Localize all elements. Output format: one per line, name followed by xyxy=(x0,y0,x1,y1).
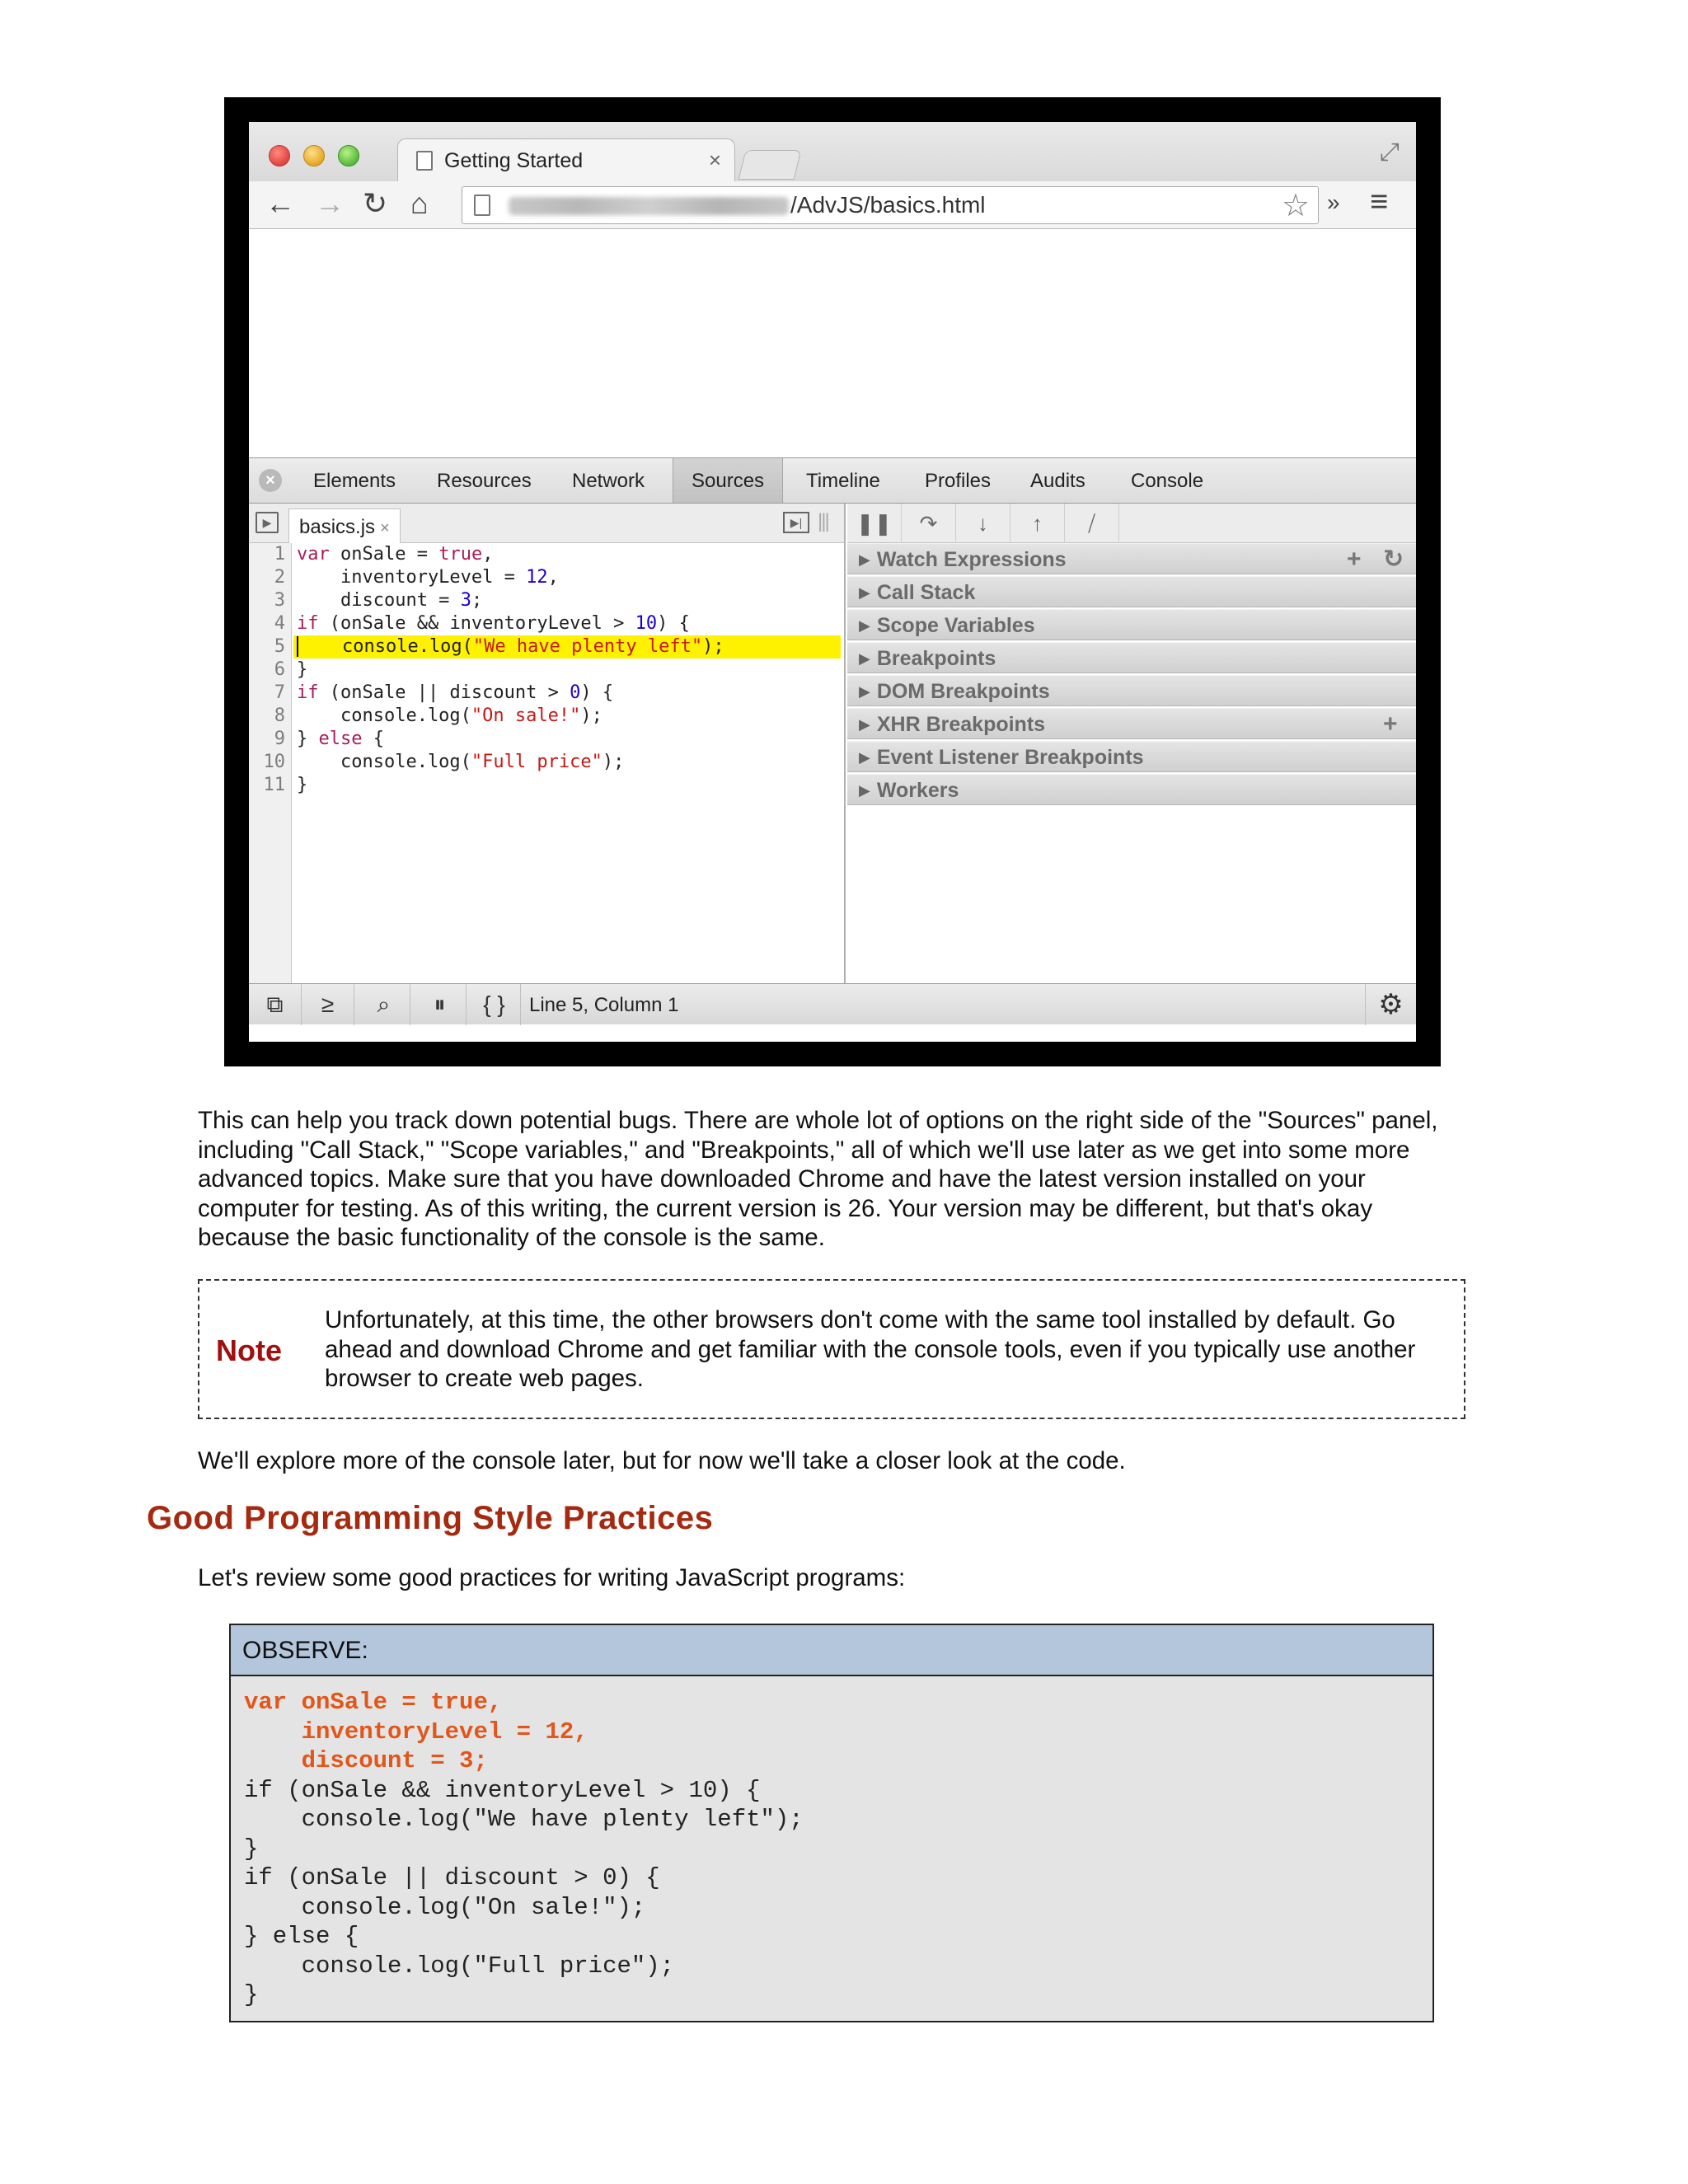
observe-code-line: console.log("Full price"); xyxy=(244,1952,675,1980)
section-event-listener-breakpoints[interactable] xyxy=(847,741,1416,772)
tab-audits[interactable]: Audits xyxy=(1030,470,1085,492)
section-workers[interactable] xyxy=(847,774,1416,805)
pause-on-exceptions-icon[interactable]: ⏸ xyxy=(414,984,467,1025)
tab-console[interactable]: Console xyxy=(1131,470,1204,492)
code-line: inventoryLevel = 12, xyxy=(297,567,559,588)
tab-profiles[interactable]: Profiles xyxy=(925,470,992,492)
screenshot-frame xyxy=(224,97,1441,1066)
expand-arrow-icon: ▶ xyxy=(859,584,870,601)
code-line: } xyxy=(297,659,308,680)
tab-elements[interactable]: Elements xyxy=(313,470,396,492)
code-line: if (onSale || discount > 0) { xyxy=(297,682,614,703)
file-tab-basics[interactable] xyxy=(288,509,401,543)
show-console-icon[interactable]: ≥ xyxy=(302,984,354,1025)
tab-sources[interactable]: Sources xyxy=(673,458,783,503)
file-tab-bar xyxy=(249,504,844,543)
note-text: Unfortunately, at this time, the other browsers don't come with the same tool installed by default. Go ahead and download Chrome and get familiar with the console tools, even if you typically use another browser to create web pages. xyxy=(325,1306,1416,1392)
refresh-watch-icon[interactable]: ↻ xyxy=(1383,546,1404,573)
line-number[interactable]: 7 xyxy=(274,682,285,703)
step-into-icon[interactable]: ↓ xyxy=(956,504,1010,543)
section-label: Workers xyxy=(876,779,959,802)
code-line: console.log("On sale!"); xyxy=(297,705,603,726)
code-line: if (onSale && inventoryLevel > 10) { xyxy=(297,613,690,634)
pretty-print-icon[interactable]: { } xyxy=(468,984,521,1025)
line-number[interactable]: 11 xyxy=(263,775,285,795)
url-path: /AdvJS/basics.html xyxy=(790,192,986,218)
browser-tab[interactable] xyxy=(397,138,735,183)
expand-arrow-icon: ▶ xyxy=(859,782,870,799)
tab-close-icon[interactable]: × xyxy=(708,148,721,172)
code-line: console.log("Full price"); xyxy=(297,752,625,772)
reload-icon[interactable]: ↻ xyxy=(363,186,388,220)
home-icon[interactable]: ⌂ xyxy=(410,186,429,220)
deactivate-breakpoints-icon[interactable]: ⧸ xyxy=(1065,504,1119,543)
code-line: var onSale = true, xyxy=(297,544,494,565)
observe-header: OBSERVE: xyxy=(231,1625,1432,1676)
section-label: Watch Expressions xyxy=(876,548,1067,571)
zoom-window-icon[interactable] xyxy=(338,145,359,166)
section-scope-variables[interactable] xyxy=(847,609,1416,640)
minimize-window-icon[interactable] xyxy=(303,145,325,166)
step-over-icon[interactable]: ↷ xyxy=(902,504,956,543)
expand-arrow-icon: ▶ xyxy=(859,716,870,733)
section-call-stack[interactable] xyxy=(847,576,1416,607)
back-arrow-icon[interactable]: ← xyxy=(265,186,295,220)
code-line: } xyxy=(297,775,308,795)
expand-arrow-icon: ▶ xyxy=(859,650,870,667)
observe-code-line: } xyxy=(244,1835,259,1863)
note-box xyxy=(198,1279,1465,1419)
line-number[interactable]: 1 xyxy=(274,544,285,565)
section-breakpoints[interactable] xyxy=(847,642,1416,673)
devtools-close-icon[interactable]: × xyxy=(259,469,282,492)
step-out-icon[interactable]: ↑ xyxy=(1010,504,1065,543)
search-icon[interactable]: ⌕ xyxy=(358,984,410,1025)
section-label: Scope Variables xyxy=(876,614,1035,637)
section-label: Breakpoints xyxy=(876,647,996,670)
observe-code-line: } else { xyxy=(244,1923,359,1950)
forward-arrow-icon[interactable]: → xyxy=(315,186,345,220)
section-label: Event Listener Breakpoints xyxy=(876,746,1144,769)
add-xhr-breakpoint-icon[interactable]: + xyxy=(1383,710,1398,738)
note-label: Note xyxy=(216,1333,282,1367)
section-dom-breakpoints[interactable] xyxy=(847,675,1416,706)
show-navigator-icon[interactable]: ▶ xyxy=(256,512,279,533)
extensions-overflow-icon[interactable]: » xyxy=(1327,190,1340,215)
observe-box xyxy=(229,1624,1434,2022)
paragraph-explore-console: We'll explore more of the console later, but for now we'll take a closer look at the code. xyxy=(198,1447,1126,1474)
file-tab-label: basics.js xyxy=(299,516,376,538)
browser-window xyxy=(249,122,1416,1042)
debugger-toolbar xyxy=(847,504,1416,543)
expand-arrow-icon: ▶ xyxy=(859,617,870,634)
observe-code-line: console.log("We have plenty left"); xyxy=(244,1806,804,1833)
devtools-tab-bar xyxy=(249,457,1416,504)
line-gutter xyxy=(249,543,292,983)
observe-code-line: var onSale = true, xyxy=(244,1689,503,1716)
pause-icon[interactable]: ❚❚ xyxy=(847,504,902,543)
observe-code-line: console.log("On sale!"); xyxy=(244,1893,646,1921)
page-icon xyxy=(474,194,490,216)
address-bar[interactable] xyxy=(462,186,1319,224)
observe-code-line: if (onSale || discount > 0) { xyxy=(244,1864,660,1891)
tab-timeline[interactable]: Timeline xyxy=(806,470,880,492)
line-number[interactable]: 3 xyxy=(274,590,285,611)
browser-toolbar xyxy=(249,181,1416,229)
line-number[interactable]: 6 xyxy=(274,659,285,680)
expand-arrow-icon: ▶ xyxy=(859,551,870,568)
paragraph-review-practices: Let's review some good practices for writing JavaScript programs: xyxy=(198,1564,906,1591)
close-window-icon[interactable] xyxy=(269,145,290,166)
observe-code-line: inventoryLevel = 12, xyxy=(244,1718,588,1746)
paragraph-sources-panel: This can help you track down potential bugs. There are whole lot of options on the right side of the "Sources" panel, including "Call Stack," "Scope variables," and "Breakpoints," all of which we'll use later as we get into some more advanced topics. Make sure that you have downloaded Chrome and have the latest version installed on your computer for testing. As of this writing, the current version is 26. Your version may be different, but that's okay because the basic functionality of the console is the same. xyxy=(198,1107,1438,1251)
dock-icon[interactable]: ⧉ xyxy=(249,984,302,1025)
file-close-icon[interactable]: × xyxy=(380,519,390,537)
section-heading: Good Programming Style Practices xyxy=(147,1500,714,1536)
source-editor xyxy=(249,504,846,983)
add-watch-icon[interactable]: + xyxy=(1347,546,1362,573)
tab-network[interactable]: Network xyxy=(572,470,645,492)
expand-arrow-icon: ▶ xyxy=(859,683,870,700)
page-viewport xyxy=(249,230,1416,457)
expand-arrow-icon: ▶ xyxy=(859,749,870,766)
new-tab-button[interactable] xyxy=(738,150,802,180)
section-label: DOM Breakpoints xyxy=(876,680,1050,703)
tab-title: Getting Started xyxy=(444,149,584,172)
page-icon xyxy=(416,151,433,171)
code-line: discount = 3; xyxy=(297,590,483,611)
line-number[interactable]: 8 xyxy=(274,705,285,726)
resize-grip-icon[interactable]: ||| xyxy=(818,510,828,532)
toggle-debugger-icon[interactable]: ▶| xyxy=(783,512,809,533)
debugger-sidebar xyxy=(847,504,1416,983)
line-number[interactable]: 9 xyxy=(274,729,285,749)
section-watch-expressions[interactable] xyxy=(847,543,1416,574)
line-number[interactable]: 2 xyxy=(274,567,285,588)
observe-code-line: discount = 3; xyxy=(244,1747,488,1774)
bookmark-star-icon[interactable]: ☆ xyxy=(1281,189,1310,223)
gear-icon[interactable]: ⚙ xyxy=(1365,984,1416,1025)
cursor-position: Line 5, Column 1 xyxy=(529,994,679,1016)
code-line: } else { xyxy=(297,729,384,749)
fullscreen-icon[interactable]: ⤢ xyxy=(1380,138,1400,166)
chrome-menu-icon[interactable]: ≡ xyxy=(1370,185,1389,219)
line-number[interactable]: 10 xyxy=(263,752,285,772)
line-number[interactable]: 5 xyxy=(274,636,285,657)
code-line-highlighted: console.log("We have plenty left"); xyxy=(293,635,841,658)
devtools-status-bar xyxy=(249,983,1416,1024)
tab-resources[interactable]: Resources xyxy=(437,470,532,492)
line-number[interactable]: 4 xyxy=(274,613,285,634)
tab-strip xyxy=(249,122,1416,181)
section-label: XHR Breakpoints xyxy=(876,713,1046,736)
blurred-host xyxy=(509,197,789,215)
section-label: Call Stack xyxy=(876,581,976,604)
section-xhr-breakpoints[interactable] xyxy=(847,708,1416,739)
observe-code-line: if (onSale && inventoryLevel > 10) { xyxy=(244,1776,761,1804)
observe-code-line: } xyxy=(244,1981,259,2008)
